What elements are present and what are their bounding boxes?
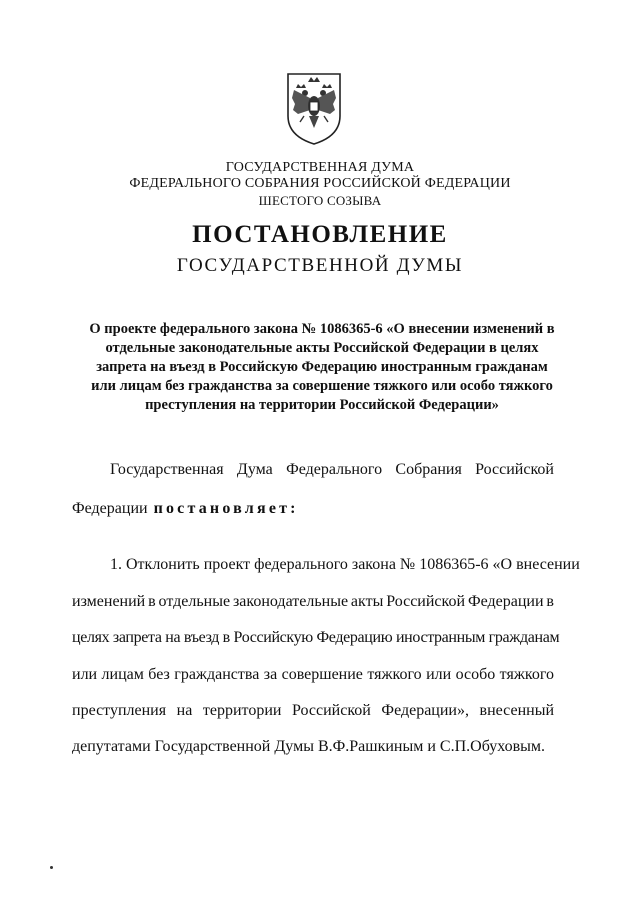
subject-block: [72, 320, 572, 415]
header-line-convocation: ШЕСТОГО СОЗЫВА: [258, 193, 382, 208]
subject-line: запрета на въезд в Российскую Федерацию иностранным гражданам: [96, 359, 548, 375]
word: Собрания: [395, 461, 462, 478]
document-title: ПОСТАНОВЛЕНИЕ: [192, 221, 448, 248]
word: преступления: [72, 702, 167, 719]
header-line-federal-assembly: ФЕДЕРАЛЬНОГО СОБРАНИЯ РОССИЙСКОЙ ФЕДЕРАЦИИ: [129, 176, 511, 191]
word: территории: [202, 702, 282, 719]
word: совершение: [281, 666, 363, 683]
word: Федерации»,: [381, 702, 469, 719]
word: в: [148, 593, 156, 610]
word: в: [546, 593, 554, 610]
word: тяжкого: [367, 666, 422, 683]
word: отдельные: [158, 593, 231, 610]
preamble-line: [72, 461, 554, 479]
word: или: [426, 666, 452, 683]
word: Государственная: [110, 461, 224, 478]
word: Российской: [475, 461, 554, 478]
coat-of-arms-icon: [282, 68, 346, 148]
subject-line: или лицам без гражданства за совершение тяжкого или особо тяжкого: [91, 378, 553, 394]
word: Дума: [236, 461, 273, 478]
subject-line: преступления на территории Российской Федерации»: [145, 397, 499, 413]
word: внесенный: [479, 702, 554, 719]
word: за: [263, 666, 278, 683]
word: Российской: [292, 702, 371, 719]
item-line: [72, 702, 554, 720]
item-line: [72, 666, 554, 684]
subject-line: О проекте федерального закона № 1086365-6 «О внесении изменений в: [89, 321, 555, 337]
item-line: [72, 593, 554, 611]
document-subtitle: ГОСУДАРСТВЕННОЙ ДУМЫ: [176, 255, 464, 276]
header-line-duma: ГОСУДАРСТВЕННАЯ ДУМА: [225, 160, 415, 175]
preamble-federation: Федерации: [72, 500, 148, 517]
resolves-word: постановляет:: [153, 500, 299, 517]
item-line: депутатами Государственной Думы В.Ф.Рашкиным и С.П.Обуховым.: [72, 738, 546, 755]
subject-line: отдельные законодательные акты Российской Федерации в целях: [105, 340, 539, 356]
word: Федерального: [286, 461, 383, 478]
word: акты: [350, 593, 384, 610]
word: гражданства: [174, 666, 260, 683]
page-mark: [50, 866, 53, 869]
word: Федерации: [467, 593, 544, 610]
word: законодательные: [232, 593, 349, 610]
preamble-line: [72, 500, 554, 518]
item-line: целях запрета на въезд в Российскую Федерацию иностранным гражданам: [72, 629, 560, 646]
word: лицам: [101, 666, 144, 683]
word: на: [176, 702, 193, 719]
word: тяжкого: [499, 666, 554, 683]
word: Российской: [386, 593, 466, 610]
word: особо: [455, 666, 496, 683]
item-line: 1. Отклонить проект федерального закона № 1086365-6 «О внесении: [110, 556, 580, 573]
word: изменений: [72, 593, 146, 610]
word: без: [148, 666, 170, 683]
word: или: [72, 666, 98, 683]
